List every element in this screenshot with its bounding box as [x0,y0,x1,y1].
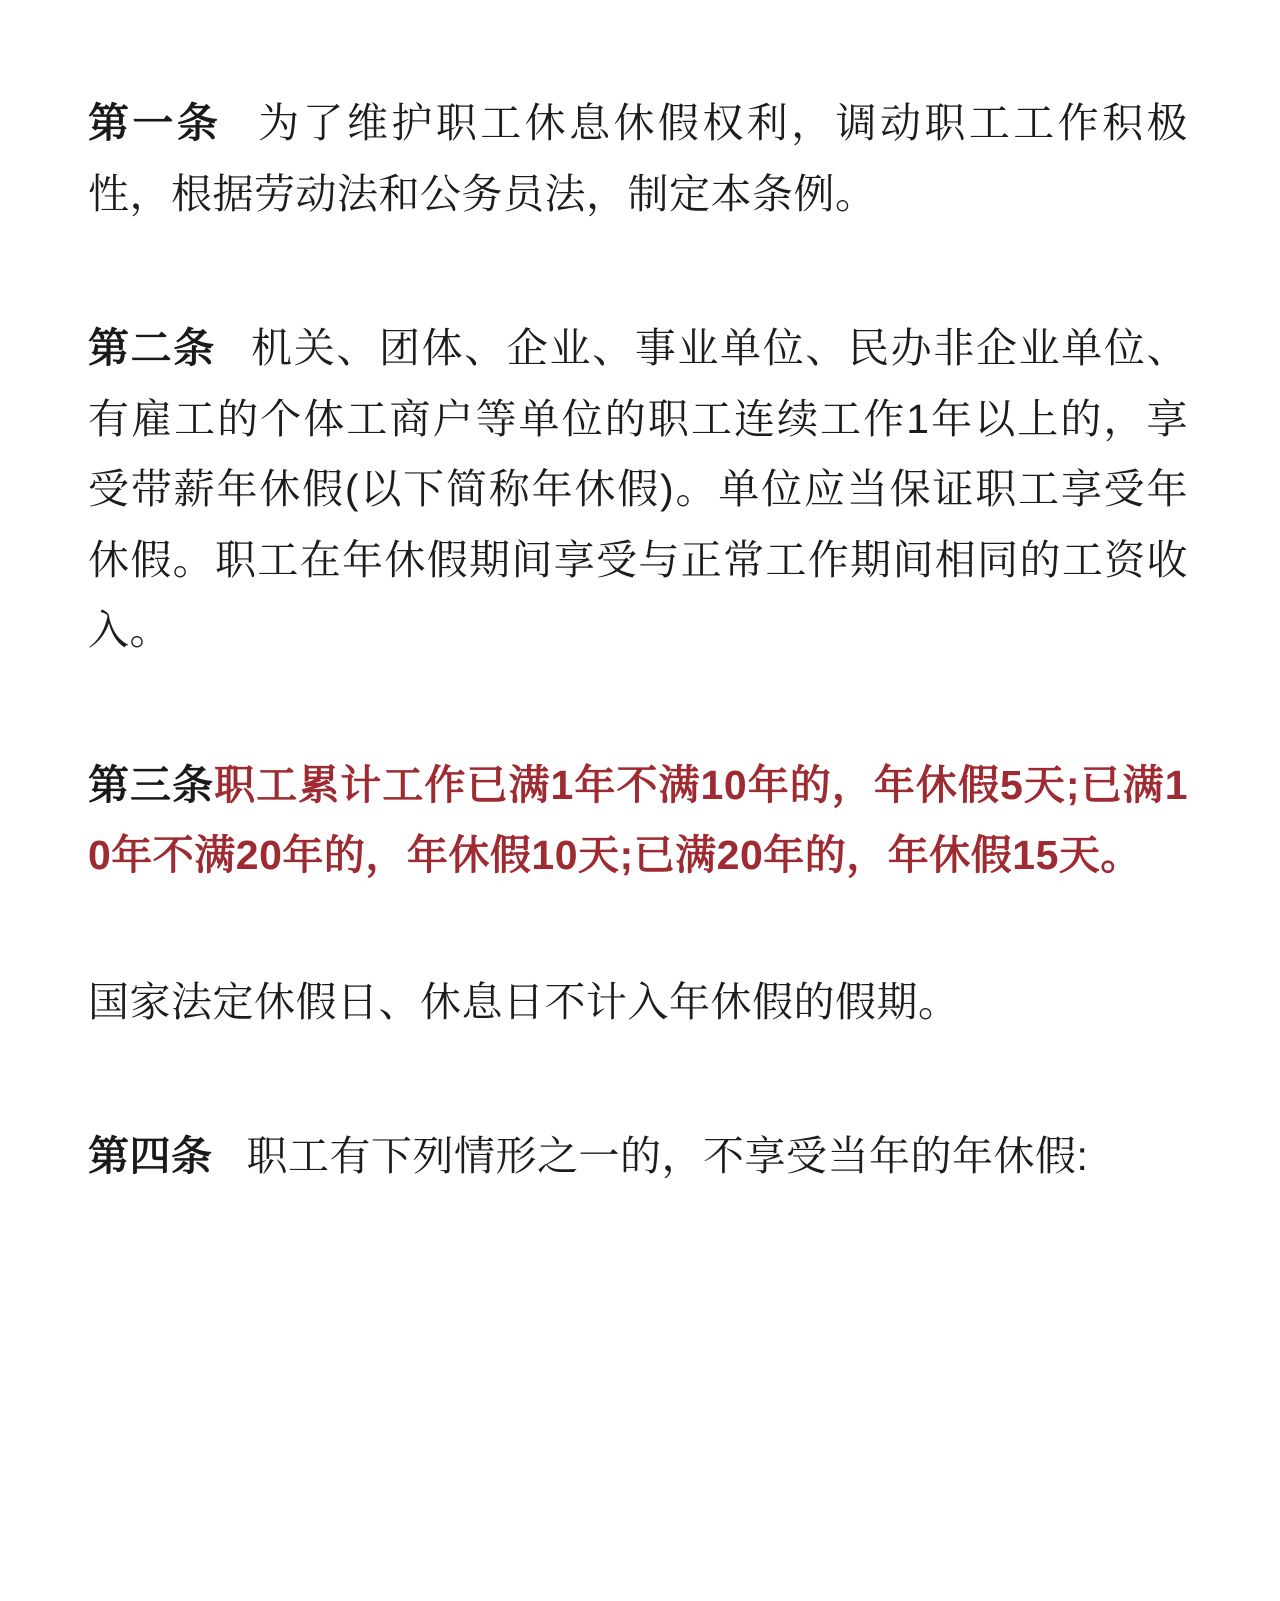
article-text-1: 为了维护职工休息休假权利，调动职工工作积极性，根据劳动法和公务员法，制定本条例。 [88,100,1188,217]
article-text-2: 机关、团体、企业、事业单位、民办非企业单位、有雇工的个体工商户等单位的职工连续工作1年以上的，享受带薪年休假(以下简称年休假)。单位应当保证职工享受年休假。职工在年休假期间享受与正常工作期间相同的工资收入。 [88,325,1188,654]
article-label-3: 第三条 [88,761,215,808]
article-label-4: 第四条 [88,1133,213,1180]
article-paragraph-1 [88,88,1188,229]
holiday-exclusion-note: 国家法定休假日、休息日不计入年休假的假期。 [88,978,960,1025]
article-label-1: 第一条 [88,100,222,146]
article-text-3: 职工累计工作已满1年不满10年的，年休假5天;已满10年不满20年的，年休假10天;已满20年的，年休假15天。 [88,761,1188,879]
article-paragraph-4 [88,1121,1188,1192]
article-label-2: 第二条 [88,325,216,372]
article-text-4: 职工有下列情形之一的，不享受当年的年休假: [246,1133,1089,1180]
article-paragraph-2 [88,313,1188,666]
article-paragraph-3 [88,750,1188,891]
